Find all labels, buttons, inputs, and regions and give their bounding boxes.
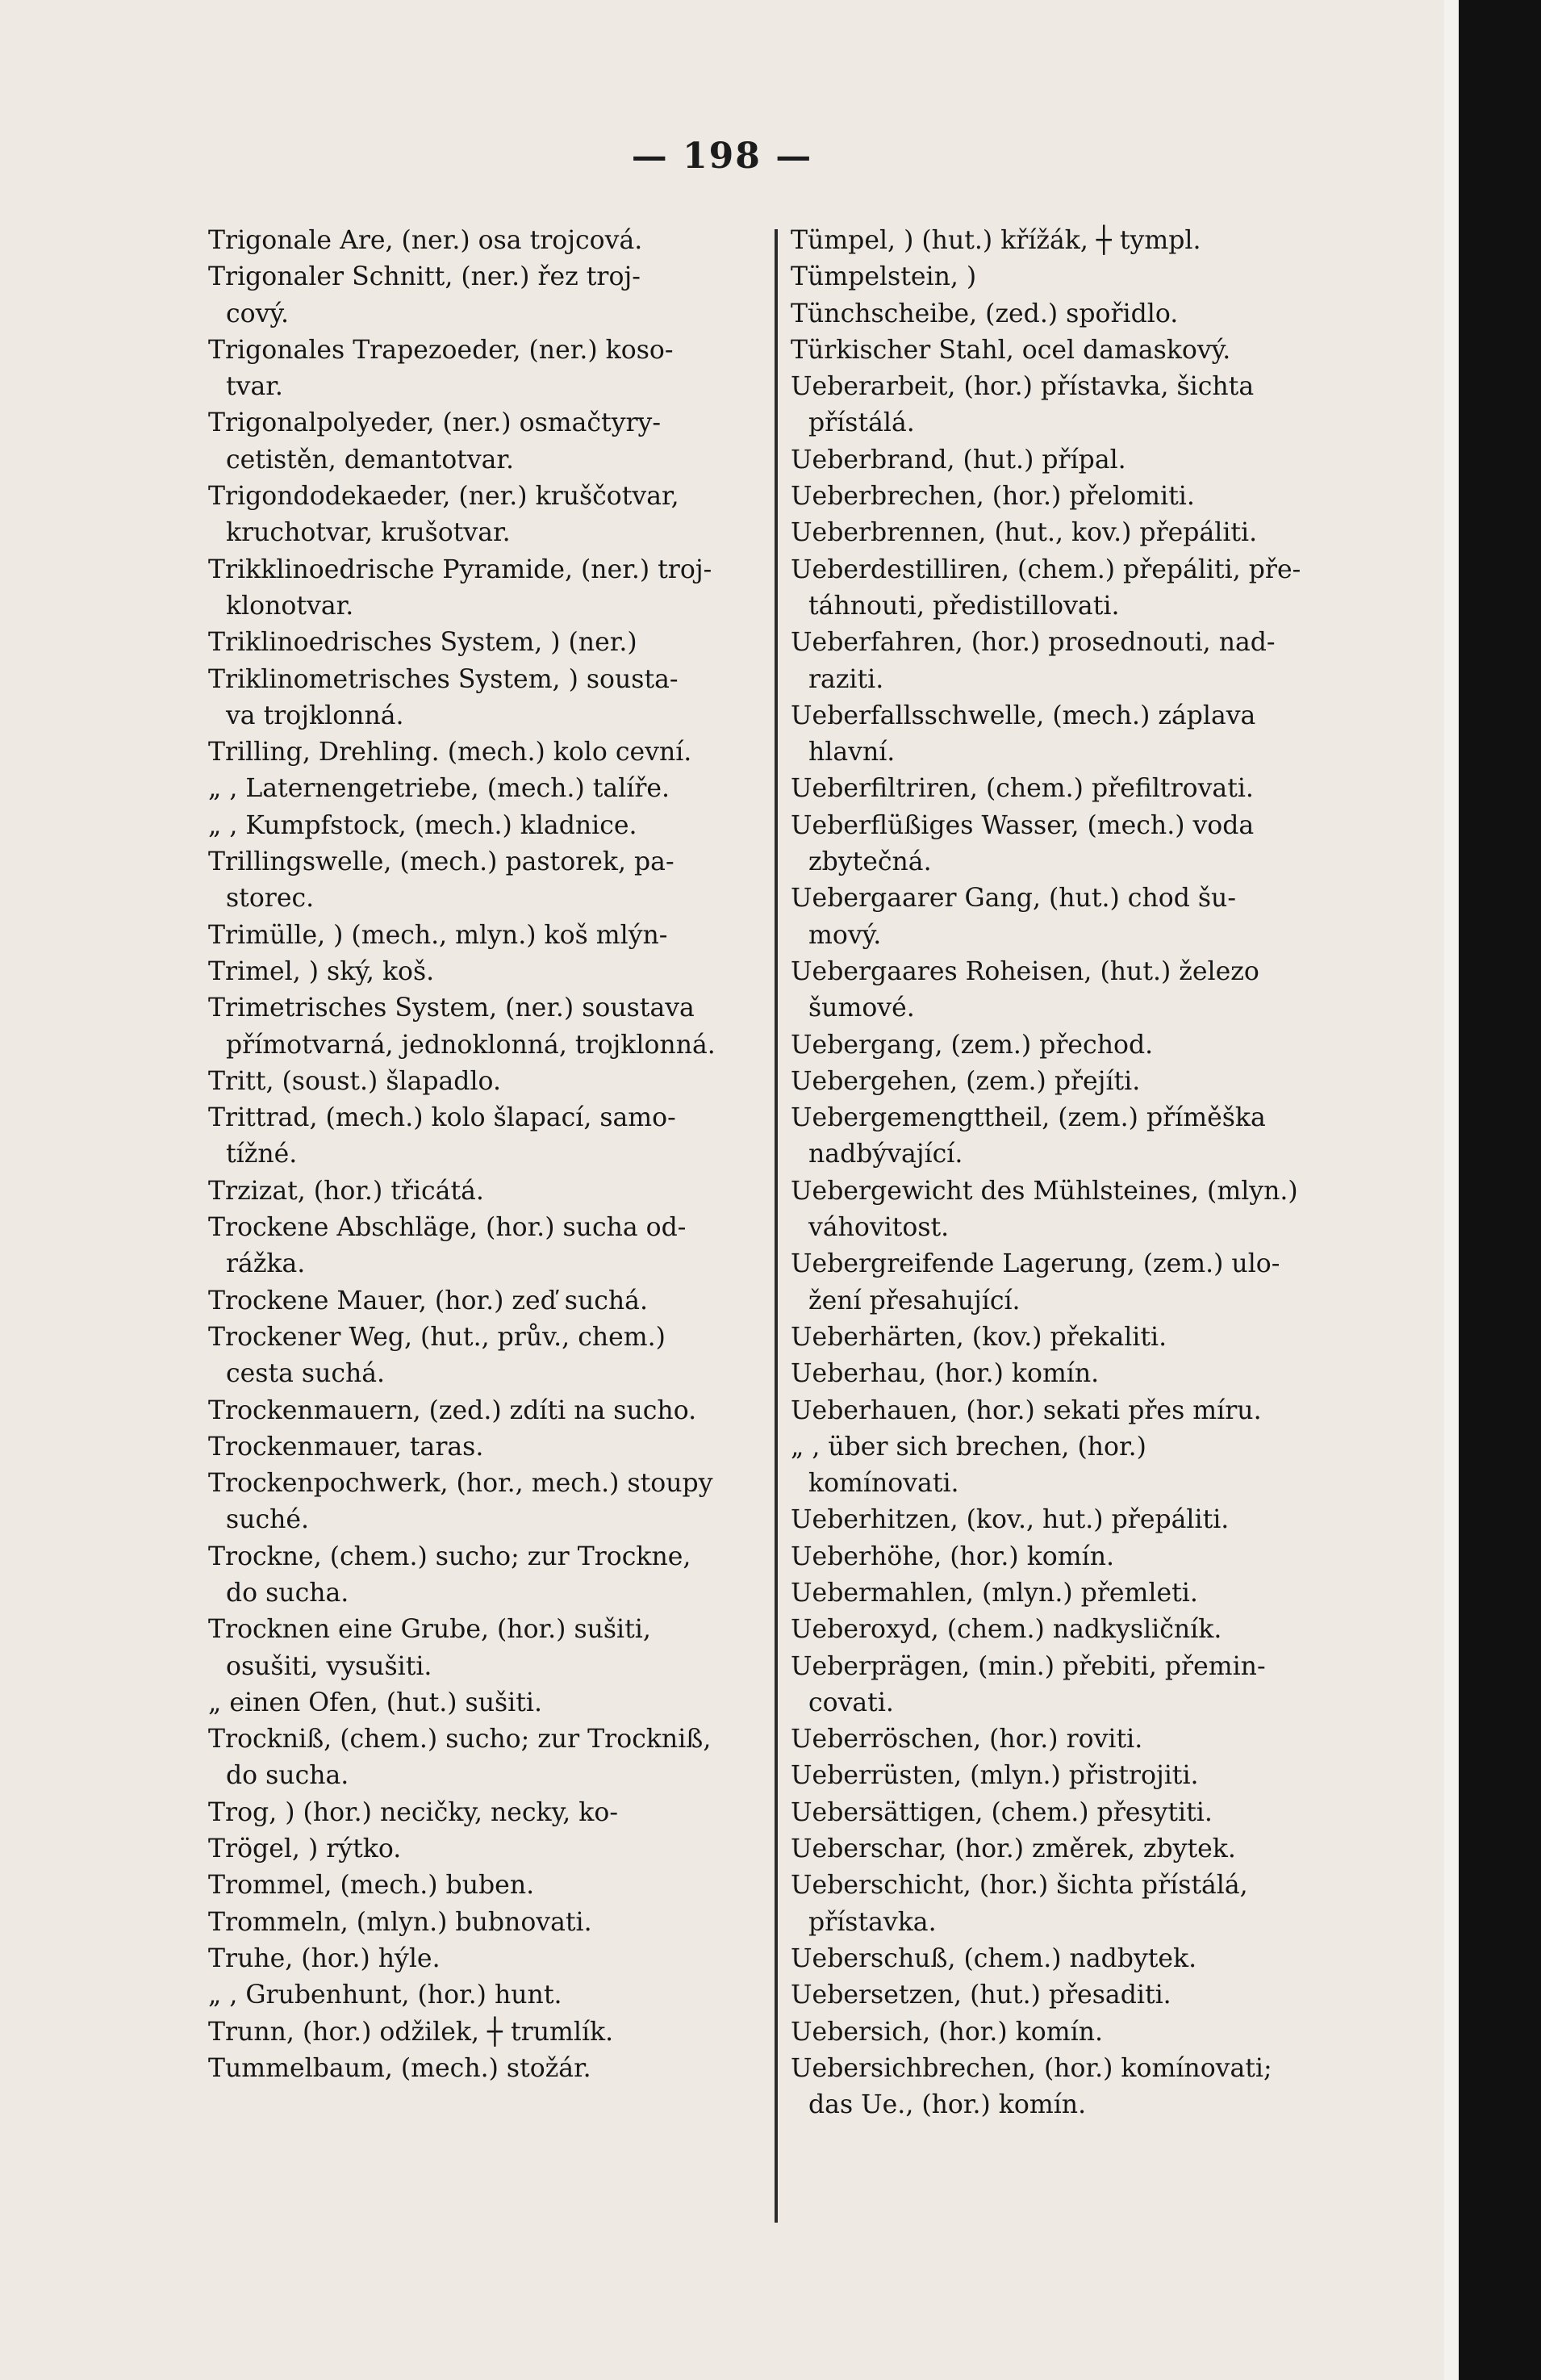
dictionary-line: kruchotvar, krušotvar. <box>226 518 511 548</box>
left-column <box>208 223 768 2087</box>
dictionary-line: Ueberbrand, (hut.) přípal. <box>791 445 1126 475</box>
dictionary-line: Trockene Mauer, (hor.) zeď suchá. <box>208 1286 648 1315</box>
dictionary-line: Triklinoedrisches System, ) (ner.) <box>208 628 637 658</box>
dictionary-line: Uebersättigen, (chem.) přesytiti. <box>791 1797 1213 1827</box>
dictionary-line: „ , über sich brechen, (hor.) <box>791 1432 1146 1462</box>
dictionary-line: Ueberbrechen, (hor.) přelomiti. <box>791 482 1195 512</box>
dictionary-line: Uebergreifende Lagerung, (zem.) ulo- <box>791 1249 1280 1279</box>
dictionary-line: Uebersetzen, (hut.) přesaditi. <box>791 1981 1171 2010</box>
dictionary-line: va trojklonná. <box>226 701 404 730</box>
page-number: — 198 — <box>631 136 813 177</box>
dictionary-line: suché. <box>226 1505 310 1535</box>
column-divider <box>775 229 778 2223</box>
dictionary-line: rážka. <box>226 1249 306 1279</box>
dictionary-line: Ueberbrennen, (hut., kov.) přepáliti. <box>791 518 1258 548</box>
dictionary-line: Türkischer Stahl, ocel damaskový. <box>791 335 1231 365</box>
dictionary-line: Trockener Weg, (hut., prův., chem.) <box>208 1322 666 1352</box>
dictionary-line: cový. <box>226 299 290 328</box>
dictionary-line: raziti. <box>808 664 884 694</box>
dictionary-line: Trzizat, (hor.) třicátá. <box>208 1176 484 1206</box>
dictionary-line: Trillingswelle, (mech.) pastorek, pa- <box>208 847 674 877</box>
dictionary-line: Truhe, (hor.) hýle. <box>208 1943 441 1973</box>
dictionary-line: Ueberfallsschwelle, (mech.) záplava <box>791 701 1256 730</box>
dictionary-line: covati. <box>808 1688 894 1717</box>
dictionary-line: Trunn, (hor.) odžilek, ┼ trumlík. <box>208 2017 614 2047</box>
dictionary-line: Ueberhitzen, (kov., hut.) přepáliti. <box>791 1505 1230 1535</box>
dictionary-line: Trog, ) (hor.) necičky, necky, ko- <box>208 1797 618 1827</box>
dictionary-line: nadbývající. <box>808 1140 963 1169</box>
dictionary-line: Trockenmauern, (zed.) zdíti na sucho. <box>208 1395 697 1425</box>
dictionary-line: Trimülle, ) (mech., mlyn.) koš mlýn- <box>208 920 668 950</box>
dictionary-line: Ueberhöhe, (hor.) komín. <box>791 1541 1115 1571</box>
right-column <box>791 223 1355 2123</box>
dictionary-line: Uebersich, (hor.) komín. <box>791 2017 1103 2047</box>
dictionary-line: Trigonale Are, (ner.) osa trojcová. <box>208 226 643 255</box>
dictionary-line: Ueberschar, (hor.) změrek, zbytek. <box>791 1834 1236 1864</box>
dictionary-line: Triklinometrisches System, ) sousta- <box>208 664 679 694</box>
dictionary-line: Ueberarbeit, (hor.) přístavka, šichta <box>791 372 1255 402</box>
dictionary-line: Trommeln, (mlyn.) bubnovati. <box>208 1907 592 1937</box>
dictionary-line: Trigonalpolyeder, (ner.) osmačtyry- <box>208 408 661 438</box>
dictionary-line: Uebergaarer Gang, (hut.) chod šu- <box>791 884 1236 914</box>
dictionary-line: Uebergang, (zem.) přechod. <box>791 1030 1154 1060</box>
dictionary-line: mový. <box>808 920 882 950</box>
dictionary-line: Uebergaares Roheisen, (hut.) železo <box>791 956 1259 986</box>
dictionary-line: Trockenmauer, taras. <box>208 1432 484 1462</box>
dictionary-line: Tummelbaum, (mech.) stožár. <box>208 2053 591 2083</box>
dictionary-line: cesta suchá. <box>226 1359 386 1389</box>
dictionary-line: Ueberhauen, (hor.) sekati přes míru. <box>791 1395 1262 1425</box>
dictionary-line: osušiti, vysušiti. <box>226 1651 432 1681</box>
dictionary-line: Trockniß, (chem.) sucho; zur Trockniß, <box>208 1725 712 1755</box>
dictionary-line: šumové. <box>808 993 915 1023</box>
dictionary-line: přímotvarná, jednoklonná, trojklonná. <box>226 1030 716 1060</box>
dictionary-line: Tünchscheibe, (zed.) spořidlo. <box>791 299 1179 328</box>
dictionary-line: Ueberhärten, (kov.) překaliti. <box>791 1322 1167 1352</box>
dictionary-line: Ueberfahren, (hor.) prosednouti, nad- <box>791 628 1276 658</box>
dictionary-line: „ , Grubenhunt, (hor.) hunt. <box>208 1981 562 2010</box>
dictionary-line: Trockne, (chem.) sucho; zur Trockne, <box>208 1541 691 1571</box>
dictionary-line: táhnouti, předistillovati. <box>808 591 1120 621</box>
dictionary-line: „ einen Ofen, (hut.) sušiti. <box>208 1688 542 1717</box>
dictionary-line: Trigondodekaeder, (ner.) kruščotvar, <box>208 482 679 512</box>
dictionary-line: Trittrad, (mech.) kolo šlapací, samo- <box>208 1103 676 1133</box>
dictionary-line: Uebergemengttheil, (zem.) příměška <box>791 1103 1266 1133</box>
dictionary-line: Trommel, (mech.) buben. <box>208 1871 535 1901</box>
dictionary-line: tížné. <box>226 1140 298 1169</box>
dictionary-line: přístavka. <box>808 1907 937 1937</box>
dictionary-line: Ueberdestilliren, (chem.) přepáliti, pře- <box>791 554 1301 584</box>
dictionary-line: Trilling, Drehling. (mech.) kolo cevní. <box>208 738 692 768</box>
dictionary-line: „ , Laternengetriebe, (mech.) talíře. <box>208 774 670 804</box>
dictionary-line: do sucha. <box>226 1578 349 1608</box>
dictionary-line: Trocknen eine Grube, (hor.) sušiti, <box>208 1615 651 1645</box>
dictionary-line: klonotvar. <box>226 591 354 621</box>
dictionary-line: Uebergewicht des Mühlsteines, (mlyn.) <box>791 1176 1298 1206</box>
dictionary-line: Trimetrisches System, (ner.) soustava <box>208 993 695 1023</box>
dictionary-line: Trimel, ) ský, koš. <box>208 956 435 986</box>
dictionary-line: Trigonales Trapezoeder, (ner.) koso- <box>208 335 674 365</box>
dictionary-line: Ueberröschen, (hor.) roviti. <box>791 1725 1143 1755</box>
dictionary-line: cetistěn, demantotvar. <box>226 445 515 475</box>
dictionary-line: přístálá. <box>808 408 915 438</box>
dictionary-line: žení přesahující. <box>808 1286 1021 1315</box>
dictionary-line: das Ue., (hor.) komín. <box>808 2090 1087 2120</box>
dictionary-line: zbytečná. <box>808 847 932 877</box>
dictionary-line: Tümpelstein, ) <box>791 262 977 292</box>
dictionary-line: Trikklinoedrische Pyramide, (ner.) troj- <box>208 554 712 584</box>
dictionary-line: storec. <box>226 884 315 914</box>
dictionary-line: váhovitost. <box>808 1213 950 1243</box>
dictionary-line: hlavní. <box>808 738 896 768</box>
dictionary-line: Tümpel, ) (hut.) křížák, ┼ tympl. <box>791 226 1201 255</box>
dictionary-line: Ueberoxyd, (chem.) nadkysličník. <box>791 1615 1222 1645</box>
dictionary-line: Trockenpochwerk, (hor., mech.) stoupy <box>208 1469 713 1499</box>
dictionary-line: Trögel, ) rýtko. <box>208 1834 402 1864</box>
dictionary-line: tvar. <box>226 372 283 402</box>
dictionary-line: Ueberrüsten, (mlyn.) přistrojiti. <box>791 1761 1199 1791</box>
dictionary-line: Ueberflüßiges Wasser, (mech.) voda <box>791 810 1255 840</box>
dictionary-line: Uebersichbrechen, (hor.) komínovati; <box>791 2053 1272 2083</box>
page-edge <box>1444 0 1459 2380</box>
dictionary-line: Ueberfiltriren, (chem.) přefiltrovati. <box>791 774 1254 804</box>
dictionary-line: Ueberschuß, (chem.) nadbytek. <box>791 1943 1197 1973</box>
dictionary-line: Ueberschicht, (hor.) šichta přístálá, <box>791 1871 1248 1901</box>
dictionary-line: Trigonaler Schnitt, (ner.) řez troj- <box>208 262 641 292</box>
dictionary-line: „ , Kumpfstock, (mech.) kladnice. <box>208 810 637 840</box>
dictionary-line: Uebergehen, (zem.) přejíti. <box>791 1066 1141 1096</box>
dictionary-line: komínovati. <box>808 1469 959 1499</box>
dictionary-line: Ueberhau, (hor.) komín. <box>791 1359 1100 1389</box>
dictionary-line: do sucha. <box>226 1761 349 1791</box>
dictionary-line: Tritt, (soust.) šlapadlo. <box>208 1066 501 1096</box>
dictionary-line: Ueberprägen, (min.) přebiti, přemin- <box>791 1651 1266 1681</box>
dictionary-line: Trockene Abschläge, (hor.) sucha od- <box>208 1213 687 1243</box>
dictionary-line: Uebermahlen, (mlyn.) přemleti. <box>791 1578 1198 1608</box>
